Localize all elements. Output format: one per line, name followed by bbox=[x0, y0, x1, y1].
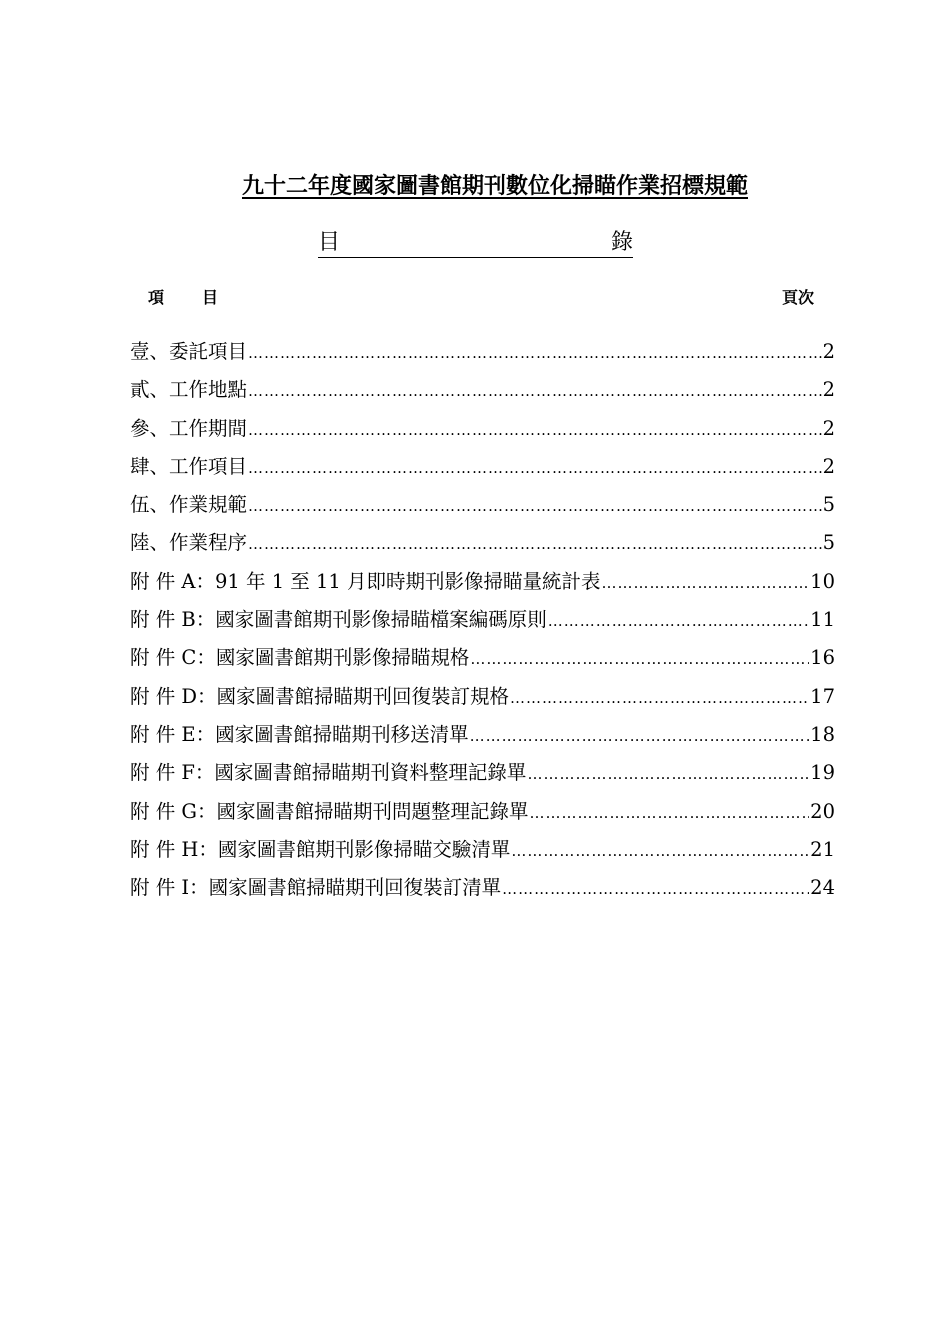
toc-heading-right: 錄 bbox=[610, 230, 633, 255]
toc-entry-label: 附 件 D：國家圖書館掃瞄期刊回復裝訂規格 bbox=[130, 684, 510, 708]
toc-entry-page: 16 bbox=[810, 646, 835, 670]
toc-dot-leader bbox=[470, 642, 809, 676]
toc-heading-left: 目 bbox=[318, 230, 341, 255]
toc-dot-leader bbox=[511, 834, 809, 868]
toc-entry[interactable] bbox=[130, 795, 835, 833]
toc-entry[interactable] bbox=[130, 756, 835, 794]
document-title-text: 九十二年度國家圖書館期刊數位化掃瞄作業招標規範 bbox=[241, 173, 748, 199]
toc-entry-page: 17 bbox=[810, 684, 835, 708]
toc-entry-page: 5 bbox=[822, 493, 835, 517]
toc-entry-label: 附 件 A：91 年 1 至 11 月即時期刊影像掃瞄量統計表 bbox=[130, 569, 601, 593]
toc-dot-leader bbox=[548, 604, 809, 638]
toc-entry-page: 19 bbox=[810, 761, 835, 785]
toc-entry-page: 2 bbox=[822, 454, 835, 478]
document-title bbox=[0, 171, 950, 201]
toc-entry-label: 肆、工作項目 bbox=[130, 454, 248, 478]
toc-entry-label: 附 件 I：國家圖書館掃瞄期刊回復裝訂清單 bbox=[130, 876, 502, 900]
toc-dot-leader bbox=[470, 719, 810, 753]
toc-dot-leader bbox=[527, 757, 809, 791]
toc-entry-page: 11 bbox=[810, 608, 835, 632]
toc-entry[interactable] bbox=[130, 412, 835, 450]
toc-list bbox=[130, 335, 835, 909]
toc-entry-label: 附 件 C：國家圖書館期刊影像掃瞄規格 bbox=[130, 646, 470, 670]
toc-entry-page: 2 bbox=[822, 416, 835, 440]
toc-dot-leader bbox=[248, 489, 822, 523]
toc-entry-label: 伍、作業規範 bbox=[130, 493, 248, 517]
toc-entry-page: 20 bbox=[810, 799, 835, 823]
toc-entry-label: 壹、委託項目 bbox=[130, 340, 248, 363]
toc-entry-page: 2 bbox=[822, 378, 835, 402]
toc-dot-leader bbox=[602, 566, 810, 600]
column-header-items: 項 目 bbox=[148, 288, 221, 307]
toc-entry-label: 附 件 H：國家圖書館期刊影像掃瞄交驗清單 bbox=[130, 837, 511, 861]
toc-entry[interactable] bbox=[130, 680, 835, 718]
toc-entry-label: 附 件 B：國家圖書館期刊影像掃瞄檔案編碼原則 bbox=[130, 608, 547, 632]
toc-entry-label: 附 件 F：國家圖書館掃瞄期刊資料整理記錄單 bbox=[130, 761, 527, 785]
toc-entry-label: 附 件 E：國家圖書館掃瞄期刊移送清單 bbox=[130, 722, 469, 746]
toc-dot-leader bbox=[502, 872, 809, 906]
toc-entry-label: 參、工作期間 bbox=[130, 416, 248, 440]
toc-dot-leader bbox=[510, 681, 809, 715]
toc-entry[interactable] bbox=[130, 718, 835, 756]
toc-dot-leader bbox=[529, 796, 809, 830]
toc-dot-leader bbox=[248, 527, 822, 561]
toc-entry-page: 5 bbox=[822, 531, 835, 555]
toc-dot-leader bbox=[248, 413, 822, 447]
toc-entry[interactable] bbox=[130, 373, 835, 411]
toc-entry[interactable] bbox=[130, 833, 835, 871]
toc-entry-page: 21 bbox=[810, 837, 835, 861]
toc-entry[interactable] bbox=[130, 565, 835, 603]
toc-entry-label: 陸、作業程序 bbox=[130, 531, 248, 555]
toc-entry-page: 2 bbox=[822, 340, 835, 363]
toc-entry[interactable] bbox=[130, 526, 835, 564]
toc-entry[interactable] bbox=[130, 603, 835, 641]
toc-entry-label: 附 件 G：國家圖書館掃瞄期刊問題整理記錄單 bbox=[130, 799, 529, 823]
toc-dot-leader bbox=[248, 374, 822, 408]
toc-entry[interactable] bbox=[130, 871, 835, 909]
toc-entry-label: 貳、工作地點 bbox=[130, 378, 248, 402]
toc-heading bbox=[318, 229, 633, 258]
toc-entry[interactable] bbox=[130, 450, 835, 488]
toc-entry-page: 24 bbox=[810, 876, 835, 900]
column-header-pages: 頁次 bbox=[782, 288, 815, 307]
toc-entry[interactable] bbox=[130, 641, 835, 679]
toc-dot-leader bbox=[248, 336, 822, 370]
toc-entry[interactable] bbox=[130, 335, 835, 373]
toc-entry-page: 18 bbox=[810, 722, 835, 746]
toc-entry[interactable] bbox=[130, 488, 835, 526]
toc-entry-page: 10 bbox=[810, 569, 835, 593]
toc-dot-leader bbox=[248, 451, 822, 485]
